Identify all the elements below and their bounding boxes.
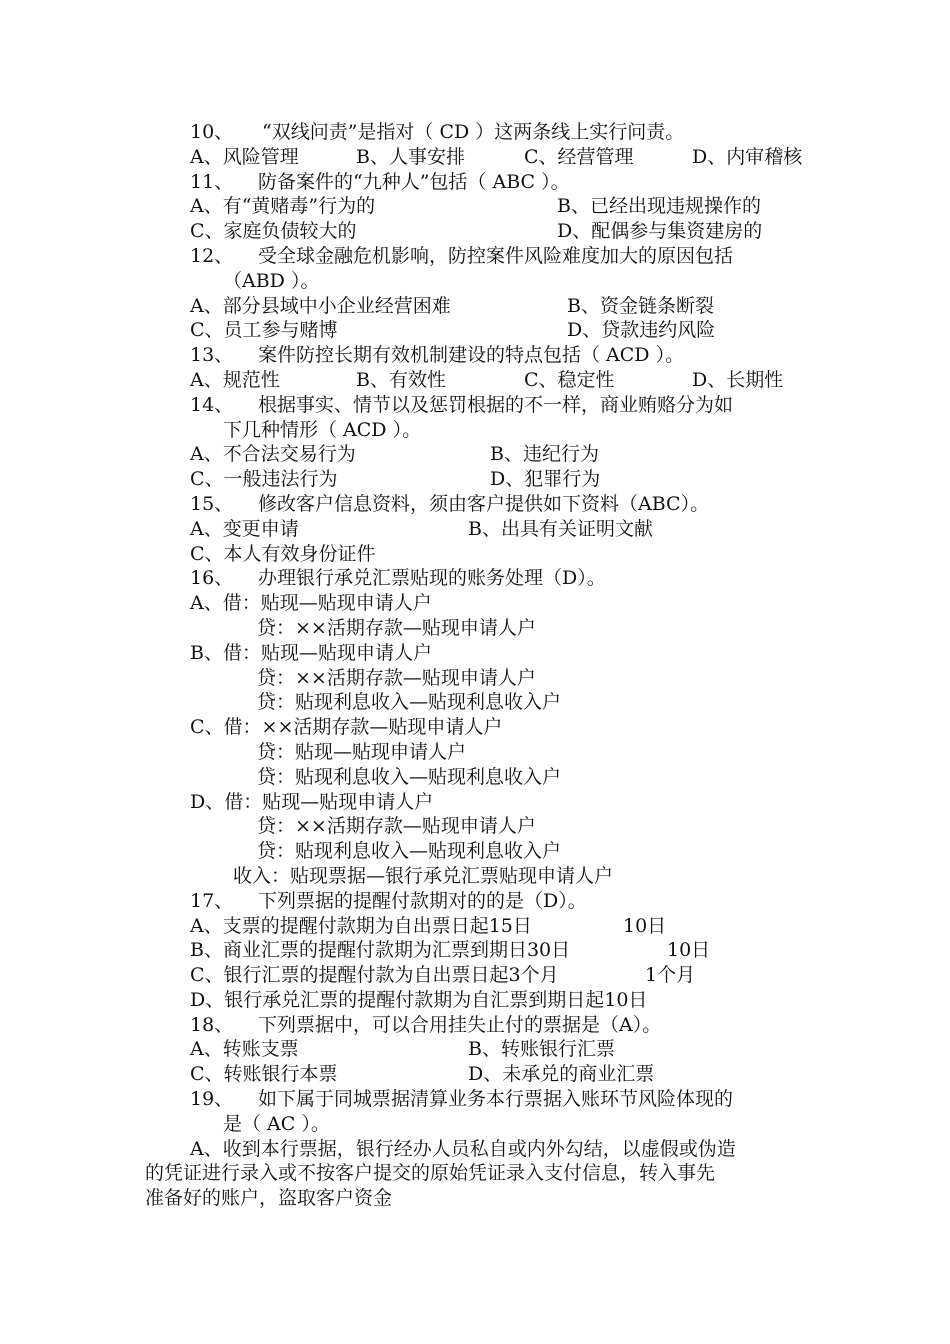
question-text: 修改客户信息资料，须由客户提供如下资料（ABC）。 <box>258 492 710 515</box>
question-number: 18、 <box>190 1013 234 1036</box>
option-b-debit: B、借：贴现—贴现申请人户 <box>190 641 432 664</box>
options-row <box>0 1062 950 1087</box>
entry-line <box>0 690 950 715</box>
question-continuation <box>0 269 950 294</box>
entry-line <box>0 666 950 691</box>
option-d: D、贷款违约风险 <box>567 319 716 342</box>
paragraph-text: 准备好的账户，盗取客户资金 <box>145 1187 393 1210</box>
option-c: C、一般违法行为 <box>190 468 338 491</box>
option-b: B、资金链条断裂 <box>567 294 714 317</box>
entry-line <box>0 839 950 864</box>
option-a: A、不合法交易行为 <box>190 443 356 466</box>
options-row <box>0 914 950 939</box>
option-d: D、长期性 <box>692 368 784 391</box>
option-c-debit: C、借：××活期存款—贴现申请人户 <box>190 716 503 739</box>
credit-line: 贷：××活期存款—贴现申请人户 <box>257 666 536 689</box>
question-12 <box>0 244 950 269</box>
question-14 <box>0 393 950 418</box>
option-a: A、风险管理 <box>190 145 299 168</box>
option-d: D、配偶参与集资建房的 <box>557 220 763 243</box>
question-15 <box>0 492 950 517</box>
paragraph-line <box>0 1161 950 1186</box>
option-b: B、违纪行为 <box>490 443 599 466</box>
entry-line <box>0 591 950 616</box>
question-text: 下列票据中，可以合用挂失止付的票据是（A）。 <box>258 1013 662 1036</box>
question-number: 10、 <box>190 121 234 143</box>
options-row <box>0 988 950 1013</box>
options-row <box>0 194 950 219</box>
question-number: 13、 <box>190 344 234 367</box>
options-row <box>0 1037 950 1062</box>
option-b: B、商业汇票的提醒付款期为汇票到期日30日 <box>190 939 571 962</box>
option-d: D、内审稽核 <box>692 145 803 168</box>
credit-line: 贷：贴现利息收入—贴现利息收入户 <box>257 765 562 788</box>
question-text: 受全球金融危机影响，防控案件风险难度加大的原因包括 <box>258 244 734 267</box>
question-text-continued: （ABD ）。 <box>223 269 320 292</box>
question-17 <box>0 889 950 914</box>
credit-line: 贷：贴现—贴现申请人户 <box>257 740 467 763</box>
question-10 <box>0 120 950 145</box>
option-d-debit: D、借：贴现—贴现申请人户 <box>190 790 434 813</box>
option-a: A、部分县域中小企业经营困难 <box>190 294 451 317</box>
option-c: C、稳定性 <box>524 368 615 391</box>
options-row <box>0 517 950 542</box>
option-c: C、家庭负债较大的 <box>190 220 357 243</box>
question-number: 12、 <box>190 244 234 267</box>
handwritten-note: 1个月 <box>645 964 696 987</box>
question-number: 17、 <box>190 889 234 912</box>
option-d: D、犯罪行为 <box>490 468 601 491</box>
entry-line <box>0 715 950 740</box>
question-18 <box>0 1013 950 1038</box>
option-a: A、转账支票 <box>190 1038 299 1061</box>
paragraph-line <box>0 1137 950 1162</box>
question-19 <box>0 1087 950 1112</box>
option-a-debit: A、借：贴现—贴现申请人户 <box>190 592 432 615</box>
options-row <box>0 145 950 170</box>
credit-line: 贷：贴现利息收入—贴现利息收入户 <box>257 691 562 714</box>
question-number: 16、 <box>190 567 234 590</box>
option-c: C、本人有效身份证件 <box>190 542 376 565</box>
option-b: B、人事安排 <box>356 145 465 168</box>
option-c: C、转账银行本票 <box>190 1063 338 1086</box>
options-row <box>0 318 950 343</box>
question-text: 如下属于同城票据清算业务本行票据入账环节风险体现的 <box>258 1088 734 1111</box>
paragraph-text: 的凭证进行录入或不按客户提交的原始凭证录入支付信息，转入事先 <box>145 1162 716 1185</box>
credit-line: 贷：××活期存款—贴现申请人户 <box>257 616 536 639</box>
option-c: C、银行汇票的提醒付款为自出票日起3个月 <box>190 964 559 987</box>
entry-line <box>0 814 950 839</box>
question-number: 15、 <box>190 492 234 515</box>
question-text: 办理银行承兑汇票贴现的账务处理（D）。 <box>258 567 606 590</box>
question-text: 根据事实、情节以及惩罚根据的不一样，商业贿赂分为如 <box>258 393 734 416</box>
options-row <box>0 467 950 492</box>
entry-line <box>0 864 950 889</box>
options-row <box>0 938 950 963</box>
options-row <box>0 219 950 244</box>
option-c: C、员工参与赌博 <box>190 319 338 342</box>
question-number: 11、 <box>190 170 234 193</box>
option-a: A、规范性 <box>190 368 280 391</box>
entry-line <box>0 616 950 641</box>
question-text-continued: 下几种情形（ ACD ）。 <box>223 418 422 441</box>
question-11 <box>0 170 950 195</box>
option-a: A、支票的提醒付款期为自出票日起15日 <box>190 914 532 937</box>
entry-line <box>0 641 950 666</box>
options-row <box>0 294 950 319</box>
option-b: B、转账银行汇票 <box>468 1038 615 1061</box>
option-b: B、已经出现违规操作的 <box>557 195 761 218</box>
question-13 <box>0 343 950 368</box>
handwritten-note: 10日 <box>667 939 711 962</box>
option-a: A、有“黄赌毒”行为的 <box>190 195 376 218</box>
income-line: 收入：贴现票据—银行承兑汇票贴现申请人户 <box>233 864 614 887</box>
question-text: “双线问责”是指对（ CD ）这两条线上实行问责。 <box>262 121 685 143</box>
credit-line: 贷：××活期存款—贴现申请人户 <box>257 815 536 838</box>
option-c: C、经营管理 <box>524 145 634 168</box>
options-row <box>0 542 950 567</box>
options-row <box>0 442 950 467</box>
question-text: 案件防控长期有效机制建设的特点包括（ ACD ）。 <box>258 344 685 367</box>
document-page <box>0 120 950 1211</box>
option-d: D、未承兑的商业汇票 <box>468 1063 655 1086</box>
question-continuation <box>0 1112 950 1137</box>
entry-line <box>0 740 950 765</box>
question-continuation <box>0 418 950 443</box>
question-text: 防备案件的“九种人”包括（ ABC ）。 <box>258 170 570 193</box>
credit-line: 贷：贴现利息收入—贴现利息收入户 <box>257 840 562 863</box>
options-row <box>0 963 950 988</box>
option-b: B、有效性 <box>356 368 446 391</box>
option-a: A、变更申请 <box>190 517 299 540</box>
question-number: 14、 <box>190 393 234 416</box>
option-a-paragraph: A、收到本行票据，银行经办人员私自或内外勾结，以虚假或伪造 <box>190 1137 736 1160</box>
question-16 <box>0 566 950 591</box>
option-d: D、银行承兑汇票的提醒付款期为自汇票到期日起10日 <box>190 988 648 1011</box>
entry-line <box>0 765 950 790</box>
options-row <box>0 368 950 393</box>
question-text: 下列票据的提醒付款期对的的是（D）。 <box>258 889 587 912</box>
question-number: 19、 <box>190 1088 234 1111</box>
question-text-continued: 是（ AC ）。 <box>223 1112 330 1135</box>
entry-line <box>0 790 950 815</box>
option-b: B、出具有关证明文献 <box>468 517 653 540</box>
paragraph-line <box>0 1186 950 1211</box>
handwritten-note: 10日 <box>623 914 667 937</box>
